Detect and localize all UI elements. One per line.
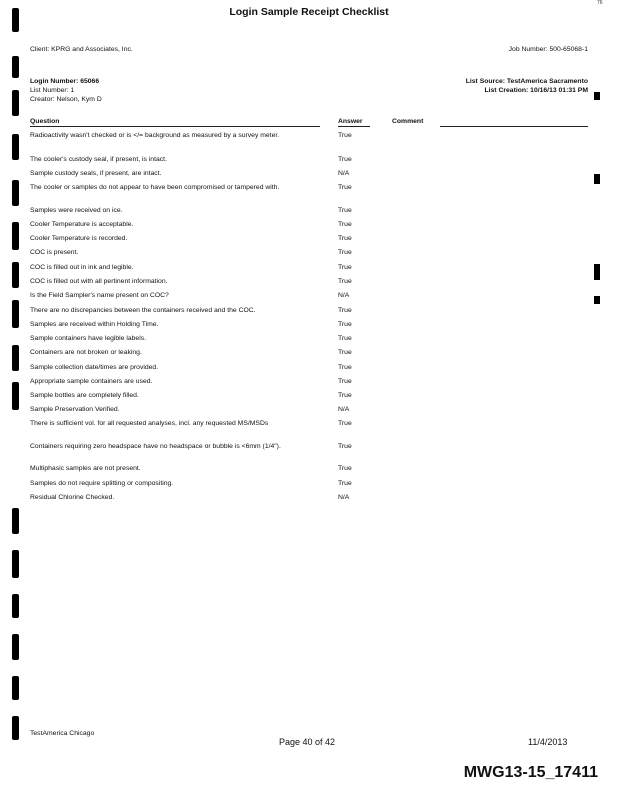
row-question: There is sufficient vol. for all requested analyses, incl. any requested MS/MSDs xyxy=(30,420,269,427)
comment-header-rule xyxy=(440,126,588,127)
row-question: Sample custody seals, if present, are intact. xyxy=(30,170,162,177)
row-answer: True xyxy=(338,307,352,314)
row-answer: True xyxy=(338,335,352,342)
row-answer: True xyxy=(338,321,352,328)
binder-mark xyxy=(12,56,19,78)
row-answer: N/A xyxy=(338,292,350,299)
edge-mark xyxy=(594,174,600,184)
list-info xyxy=(466,77,588,95)
question-header-rule xyxy=(30,126,320,127)
comment-column-header: Comment xyxy=(392,118,424,125)
list-source: List Source: TestAmerica Sacramento xyxy=(465,78,588,85)
binder-mark xyxy=(12,222,19,250)
row-question: Sample Preservation Verified. xyxy=(30,406,120,413)
binder-mark xyxy=(12,345,19,371)
row-question: Multiphasic samples are not present. xyxy=(30,465,141,472)
page-title: Login Sample Receipt Checklist xyxy=(229,6,389,18)
row-question: Sample bottles are completely filled. xyxy=(30,392,139,399)
row-answer: True xyxy=(338,235,352,242)
row-answer: True xyxy=(338,278,352,285)
binder-mark xyxy=(12,634,19,660)
question-column-header: Question xyxy=(30,118,60,125)
row-answer: True xyxy=(338,465,352,472)
row-answer: N/A xyxy=(338,170,350,177)
footer-date: 11/4/2013 xyxy=(528,737,568,747)
row-question: There are no discrepancies between the containers received and the COC. xyxy=(30,307,256,314)
binder-mark xyxy=(12,180,19,206)
list-creation: List Creation: 10/16/13 01:31 PM xyxy=(484,87,588,94)
row-answer: True xyxy=(338,221,352,228)
client-name: Client: KPRG and Associates, Inc. xyxy=(30,46,133,53)
row-question: COC is filled out with all pertinent information. xyxy=(30,278,168,285)
row-question: Cooler Temperature is acceptable. xyxy=(30,221,134,228)
answer-column-header: Answer xyxy=(338,118,363,125)
row-question: Containers requiring zero headspace have no headspace or bubble is <6mm (1/4"). xyxy=(30,443,281,450)
row-answer: True xyxy=(338,132,352,139)
row-question: Residual Chlorine Checked. xyxy=(30,494,115,501)
row-answer: True xyxy=(338,184,352,191)
row-question: Containers are not broken or leaking. xyxy=(30,349,142,356)
row-question: Radioactivity wasn't checked or is </= background as measured by a survey meter. xyxy=(30,132,280,139)
row-answer: N/A xyxy=(338,494,350,501)
footer-lab-name: TestAmerica Chicago xyxy=(30,730,95,737)
job-number: Job Number: 500-65068-1 xyxy=(508,46,588,53)
row-question: The cooler or samples do not appear to have been compromised or tampered with. xyxy=(30,184,280,191)
row-answer: True xyxy=(338,378,352,385)
list-number: List Number: 1 xyxy=(30,87,75,94)
row-answer: True xyxy=(338,349,352,356)
creator: Creator: Nelson, Kym D xyxy=(30,96,102,103)
answer-header-rule xyxy=(338,126,370,127)
edge-mark xyxy=(594,296,600,304)
binder-mark xyxy=(12,300,19,328)
edge-mark xyxy=(594,264,600,280)
row-question: Appropriate sample containers are used. xyxy=(30,378,153,385)
binder-mark xyxy=(12,134,19,160)
row-question: Samples were received on ice. xyxy=(30,207,123,214)
row-question: Samples do not require splitting or compositing. xyxy=(30,480,174,487)
row-question: The cooler's custody seal, if present, is intact. xyxy=(30,156,167,163)
row-answer: True xyxy=(338,480,352,487)
binder-mark xyxy=(12,8,19,32)
binder-mark xyxy=(12,676,19,700)
row-question: Cooler Temperature is recorded. xyxy=(30,235,128,242)
binder-mark xyxy=(12,550,19,578)
login-info xyxy=(30,77,102,104)
row-answer: True xyxy=(338,207,352,214)
document-id: MWG13-15_17411 xyxy=(463,764,598,781)
row-answer: True xyxy=(338,264,352,271)
row-question: Sample collection date/times are provided. xyxy=(30,364,159,371)
row-answer: True xyxy=(338,249,352,256)
login-number: Login Number: 65066 xyxy=(30,78,100,85)
row-answer: True xyxy=(338,443,352,450)
row-question: Samples are received within Holding Time. xyxy=(30,321,159,328)
row-question: COC is filled out in ink and legible. xyxy=(30,264,134,271)
row-question: COC is present. xyxy=(30,249,79,256)
row-answer: N/A xyxy=(338,406,350,413)
binder-mark xyxy=(12,594,19,618)
row-answer: True xyxy=(338,156,352,163)
edge-mark xyxy=(594,92,600,100)
binder-mark xyxy=(12,382,19,410)
page-number: Page 40 of 42 xyxy=(279,737,336,747)
row-answer: True xyxy=(338,364,352,371)
row-answer: True xyxy=(338,420,352,427)
row-answer: True xyxy=(338,392,352,399)
corner-mark: 76 xyxy=(597,0,603,6)
row-question: Is the Field Sampler's name present on COC? xyxy=(30,292,169,299)
row-question: Sample containers have legible labels. xyxy=(30,335,146,342)
binder-mark xyxy=(12,716,19,740)
binder-mark xyxy=(12,508,19,534)
binder-mark xyxy=(12,90,19,116)
binder-mark xyxy=(12,262,19,288)
